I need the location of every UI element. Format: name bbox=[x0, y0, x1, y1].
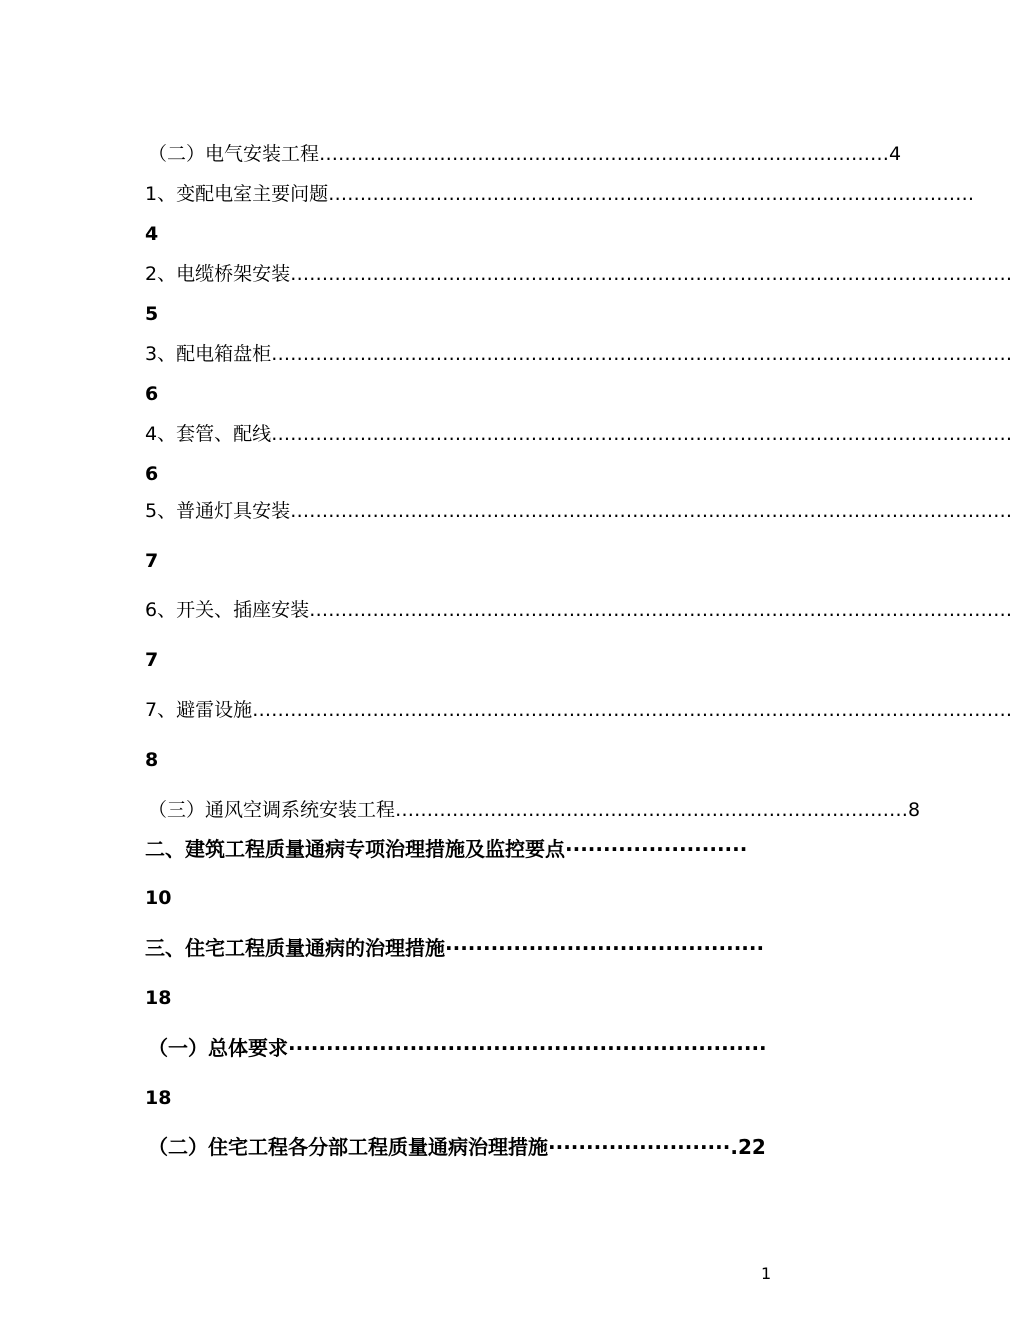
toc-label: 5、普通灯具安装 bbox=[145, 500, 291, 522]
toc-label: （二）电气安装工程 bbox=[148, 143, 320, 165]
toc-label: 1、变配电室主要问题 bbox=[145, 183, 329, 205]
toc-entry-conduit-wiring[interactable] bbox=[145, 421, 1012, 447]
toc-entry-subdivision-measures[interactable] bbox=[148, 1134, 808, 1160]
toc-entry-distribution-box[interactable] bbox=[145, 341, 1012, 367]
toc-leader: ………………………………………………………………………………………… bbox=[328, 183, 975, 205]
toc-leader: …………………………………………………………………………………………………… bbox=[290, 500, 1012, 522]
toc-entry-hvac[interactable] bbox=[148, 797, 921, 823]
toc-page: 18 bbox=[145, 1087, 172, 1109]
toc-leader: ······························································· bbox=[288, 1036, 767, 1060]
toc-page: 8 bbox=[908, 799, 921, 821]
toc-entry-switch-socket[interactable] bbox=[145, 597, 1012, 623]
toc-entry-cable-tray[interactable] bbox=[145, 261, 1012, 287]
toc-label: 三、住宅工程质量通病的治理措施 bbox=[145, 936, 445, 960]
toc-leader: ……………………………………………………………………………… bbox=[319, 143, 890, 165]
toc-entry-general-requirements[interactable] bbox=[148, 1035, 808, 1061]
toc-label: 3、配电箱盘柜 bbox=[145, 343, 272, 365]
toc-entry-substation[interactable] bbox=[145, 181, 975, 207]
toc-leader: ………………………………………………………………………………………………………… bbox=[252, 699, 1012, 721]
toc-leader: ……………………………………………………………………………………………………… bbox=[271, 423, 1012, 445]
toc-label: （一）总体要求 bbox=[148, 1036, 288, 1060]
toc-entry-residential-measures[interactable] bbox=[145, 935, 805, 961]
toc-label: （三）通风空调系统安装工程 bbox=[148, 799, 396, 821]
toc-leader: …………………………………………………………………………………………………… bbox=[290, 263, 1012, 285]
toc-page: 8 bbox=[145, 749, 159, 771]
toc-entry-electrical[interactable] bbox=[148, 141, 902, 167]
toc-leader: ·········································· bbox=[445, 936, 765, 960]
toc-page: 5 bbox=[145, 303, 159, 325]
toc-page: 6 bbox=[145, 463, 159, 485]
toc-page: 7 bbox=[145, 649, 159, 671]
toc-label: 2、电缆桥架安装 bbox=[145, 263, 291, 285]
toc-page: 18 bbox=[145, 987, 172, 1009]
toc-leader: ……………………………………………………………………… bbox=[395, 799, 909, 821]
toc-page: 4 bbox=[145, 223, 159, 245]
toc-label: 7、避雷设施 bbox=[145, 699, 253, 721]
toc-page: 10 bbox=[145, 887, 172, 909]
toc-entry-quality-measures[interactable] bbox=[145, 836, 805, 862]
toc-entry-lighting[interactable] bbox=[145, 498, 1012, 524]
toc-page: 7 bbox=[145, 550, 159, 572]
toc-page: 22 bbox=[737, 1135, 766, 1159]
toc-entry-lightning-protection[interactable] bbox=[145, 697, 1012, 723]
toc-leader: ………………………………………………………………………………………………… bbox=[309, 599, 1012, 621]
toc-label: 二、建筑工程质量通病专项治理措施及监控要点 bbox=[145, 837, 565, 861]
toc-leader: ……………………………………………………………………………………………………… bbox=[271, 343, 1012, 365]
toc-leader: ························. bbox=[548, 1135, 738, 1159]
toc-page: 4 bbox=[889, 143, 902, 165]
toc-label: 4、套管、配线 bbox=[145, 423, 272, 445]
toc-page: 6 bbox=[145, 383, 159, 405]
toc-label: 6、开关、插座安装 bbox=[145, 599, 310, 621]
page-number: 1 bbox=[761, 1264, 772, 1283]
toc-label: （二）住宅工程各分部工程质量通病治理措施 bbox=[148, 1135, 548, 1159]
toc-leader: ························ bbox=[565, 837, 748, 861]
